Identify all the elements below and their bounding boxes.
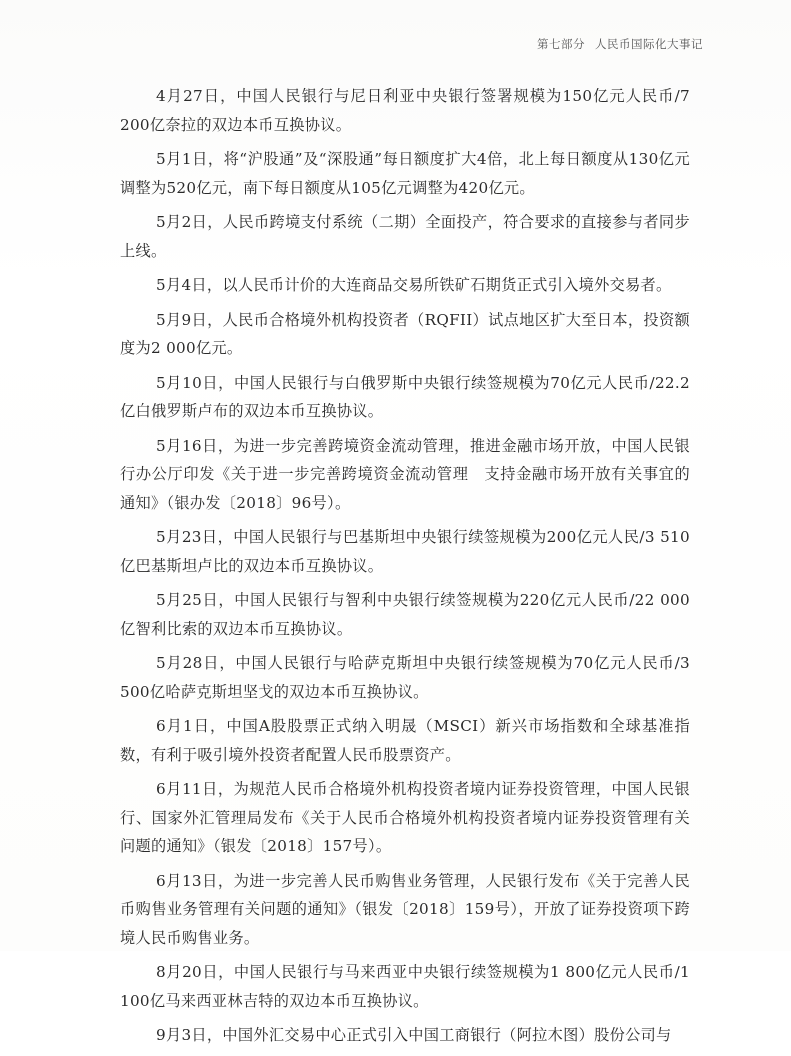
entry-date: 5月9日 (156, 310, 208, 329)
chronicle-body (120, 82, 690, 1056)
entry-text: ，将“沪股通”及“深股通”每日额度扩大4倍，北上每日额度从130亿元调整为520亿元，南下每日额度从105亿元调整为420亿元。 (120, 150, 690, 197)
chronicle-entry (120, 306, 690, 363)
chronicle-entry (120, 775, 690, 861)
chronicle-entry (120, 867, 690, 953)
chronicle-entry (120, 208, 690, 265)
entry-date: 8月20日 (156, 963, 219, 981)
entry-date: 6月13日 (156, 871, 218, 890)
entry-text: ，中国人民银行与哈萨克斯坦中央银行续签规模为70亿元人民币/3 500亿哈萨克斯坦坚戈的双边本币互换协议。 (120, 654, 690, 701)
chronicle-entry (120, 712, 690, 769)
entry-text: ，中国人民银行与巴基斯坦中央银行续签规模为200亿元人民/3 510亿巴基斯坦卢比的双边本币互换协议。 (120, 528, 690, 575)
entry-text: ，为进一步完善跨境资金流动管理，推进金融市场开放，中国人民银行办公厅印发《关于进一步完善跨境资金流动管理 支持金融市场开放有关事宜的通知》（银办发〔2018〕96号）。 (120, 436, 691, 512)
header-title: 人民币国际化大事记 (595, 37, 703, 51)
chronicle-entry (120, 271, 690, 300)
entry-text: ，中国人民银行与尼日利亚中央银行签署规模为150亿元人民币/7 200亿奈拉的双边本币互换协议。 (120, 87, 690, 134)
entry-text: ，人民币跨境支付系统（二期）全面投产，符合要求的直接参与者同步上线。 (120, 213, 690, 260)
chronicle-entry (120, 82, 690, 139)
entry-text: ，中国人民银行与智利中央银行续签规模为220亿元人民币/22 000亿智利比索的双边本币互换协议。 (120, 591, 690, 638)
entry-date: 9月3日 (156, 1026, 207, 1044)
entry-text: ，中国人民银行与马来西亚中央银行续签规模为1 800亿元人民币/1 100亿马来西亚林吉特的双边本币互换协议。 (120, 963, 690, 1010)
chronicle-entry (120, 523, 690, 580)
entry-text: ，中国外汇交易中心正式引入中国工商银行（阿拉木图）股份公司与 (206, 1026, 672, 1044)
running-header (537, 36, 703, 52)
entry-date: 5月23日 (156, 528, 218, 546)
chronicle-entry (120, 649, 690, 706)
entry-text: ，中国人民银行与白俄罗斯中央银行续签规模为70亿元人民币/22.2亿白俄罗斯卢布的双边本币互换协议。 (120, 373, 690, 420)
entry-text: ，以人民币计价的大连商品交易所铁矿石期货正式引入境外交易者。 (206, 276, 672, 294)
entry-date: 4月27日 (156, 87, 221, 105)
entry-date: 6月1日 (156, 717, 211, 735)
entry-date: 5月4日 (156, 276, 207, 294)
chronicle-entry (120, 958, 690, 1015)
entry-date: 5月16日 (156, 436, 218, 455)
chronicle-entry (120, 586, 690, 643)
chronicle-entry (120, 432, 690, 518)
entry-date: 5月28日 (156, 654, 220, 672)
entry-date: 6月11日 (156, 780, 218, 798)
entry-date: 5月10日 (156, 373, 219, 392)
chronicle-entry (120, 369, 690, 426)
entry-date: 5月1日 (156, 150, 208, 168)
chronicle-entry (120, 1021, 690, 1050)
header-section: 第七部分 (537, 37, 585, 51)
entry-date: 5月2日 (156, 213, 208, 231)
entry-date: 5月25日 (156, 591, 219, 609)
entry-text: ，中国A股股票正式纳入明晟（MSCI）新兴市场指数和全球基准指数，有利于吸引境外投资者配置人民币股票资产。 (120, 717, 690, 764)
entry-text: ，人民币合格境外机构投资者（RQFII）试点地区扩大至日本，投资额度为2 000亿元。 (120, 310, 690, 357)
entry-text: ，为进一步完善人民币购售业务管理，人民银行发布《关于完善人民币购售业务管理有关问题的通知》（银发〔2018〕159号），开放了证券投资项下跨境人民币购售业务。 (120, 871, 691, 947)
chronicle-entry (120, 145, 690, 202)
entry-text: ，为规范人民币合格境外机构投资者境内证券投资管理，中国人民银行、国家外汇管理局发布《关于人民币合格境外机构投资者境内证券投资管理有关问题的通知》（银发〔2018〕157号）。 (120, 780, 691, 855)
